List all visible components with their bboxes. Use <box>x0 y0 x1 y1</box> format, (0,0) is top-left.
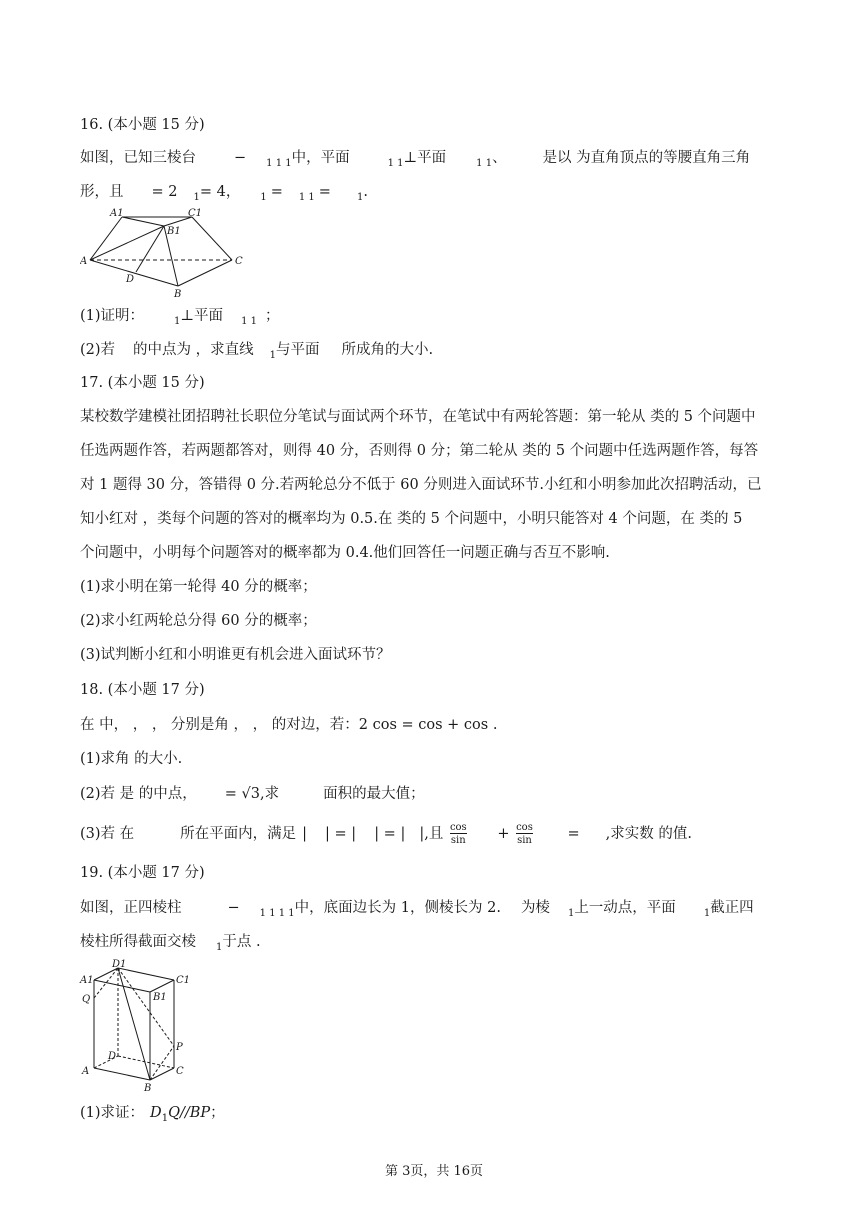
label-a: A <box>82 1066 90 1077</box>
edge-b-p-dashed <box>150 1046 174 1080</box>
q19-line1: 如图，正四棱柱 − $_{1 1 1 1}$中，底面边长为 1，侧棱长为 2. 为棱 $_1$上一动点，平面 $_1$截正四 <box>80 900 754 919</box>
label-b1: B1 <box>167 226 181 237</box>
edge-a-b <box>94 1068 150 1080</box>
q16-part1: (1)证明： $_1$⊥平面 $_{1 1}$ ； <box>80 308 280 327</box>
page-number-footer: 第 3页，共 16页 <box>384 1164 484 1179</box>
label-d: D <box>108 1051 117 1062</box>
q17-line: 对 1 题得 30 分，答错得 0 分.若两轮总分不低于 60 分则进入面试环节.小红和小明参加此次招聘活动，已 <box>80 477 762 493</box>
q17-part2: (2)求小红两轮总分得 60 分的概率； <box>80 613 317 629</box>
label-q: Q <box>82 994 91 1005</box>
edge-a-a1 <box>90 217 122 260</box>
label-d1: D1 <box>112 959 127 970</box>
label-a1: A1 <box>110 208 124 219</box>
edge-b-c <box>178 260 232 286</box>
edge-d1-c1 <box>118 968 174 980</box>
label-p: P <box>176 1042 183 1053</box>
q16-line2: 形，且 = 2 $_1$= 4， $_1$ = $_{1 1}$ = $_1$. <box>80 184 368 203</box>
edge-d1-p-dashed <box>118 968 174 1046</box>
q17-part1: (1)求小明在第一轮得 40 分的概率； <box>80 579 317 595</box>
edge-c1-c <box>192 217 232 260</box>
label-c: C <box>235 256 243 267</box>
q18-header: 18. (本小题 17 分) <box>80 682 205 698</box>
q17-line: 知小红对 ，类每个问题的答对的概率均为 0.5.在 类的 5 个问题中，小明只能答对 4 个问题，在 类的 5 <box>80 511 743 527</box>
q19-header: 19. (本小题 17 分) <box>80 865 205 881</box>
label-d: D <box>126 274 135 285</box>
edge-b1-c1 <box>150 980 174 992</box>
edge-a1-b1 <box>122 217 164 226</box>
q17-line: 某校数学建模社团招聘社长职位分笔试与面试两个环节，在笔试中有两轮答题：第一轮从 类的 5 个问题中 <box>80 409 756 425</box>
label-b: B <box>174 289 182 300</box>
edge-a-b1 <box>90 226 164 260</box>
label-a: A <box>80 256 88 267</box>
label-b: B <box>144 1083 152 1094</box>
fraction-cos-sin-1: $\frac{\cos}{\sin}$ <box>449 822 467 846</box>
label-a1: A1 <box>80 975 94 986</box>
fraction-cos-sin-2: $\frac{\cos}{\sin}$ <box>516 822 533 846</box>
q17-header: 17. (本小题 15 分) <box>80 375 205 391</box>
q18-line1: 在 中， ， ， 分别是角 ， ， 的对边，若：2 cos = cos + cos . <box>80 717 498 733</box>
q16-figure <box>80 204 250 300</box>
q16-part2: (2)若 的中点为 ，求直线 $_1$与平面 所成角的大小. <box>80 342 434 361</box>
label-c1: C1 <box>188 208 203 219</box>
q19-figure <box>78 958 190 1098</box>
q17-part3: (3)试判断小红和小明谁更有机会进入面试环节？ <box>80 647 391 663</box>
q19-part1: (1)求证： $D_1Q//BP$； <box>80 1105 225 1124</box>
q18-part1: (1)求角 的大小. <box>80 751 183 767</box>
q18-part3: (3)若 在 所在平面内，满足 | | = | | = | |,且 $\frac{\cos}{\sin}$ + $\frac{\cos}{\sin}$ = ,求实数 的值. <box>80 822 692 846</box>
q18-part2: (2)若 是 的中点， = √3,求 面积的最大值； <box>80 786 425 802</box>
label-b1: B1 <box>153 992 167 1003</box>
q16-line1: 如图，已知三棱台 − $_{1 1 1}$中，平面 $_{1 1}$⊥平面 $_{1 1}$、 是以 为直角顶点的等腰直角三角 <box>80 150 751 169</box>
q17-line: 个问题中，小明每个问题答对的概率都为 0.4.他们回答任一问题正确与否互不影响. <box>80 545 610 561</box>
edge-b-c <box>150 1068 174 1080</box>
label-c1: C1 <box>176 975 190 986</box>
q19-line2: 棱柱所得截面交棱 $_1$于点 . <box>80 934 261 953</box>
edge-d1-b <box>118 968 150 1080</box>
q17-line: 任选两题作答，若两题都答对，则得 40 分，否则得 0 分；第二轮从 类的 5 个问题中任选两题作答，每答 <box>80 443 759 459</box>
label-c: C <box>176 1066 184 1077</box>
q16-header: 16. (本小题 15 分) <box>80 117 205 133</box>
